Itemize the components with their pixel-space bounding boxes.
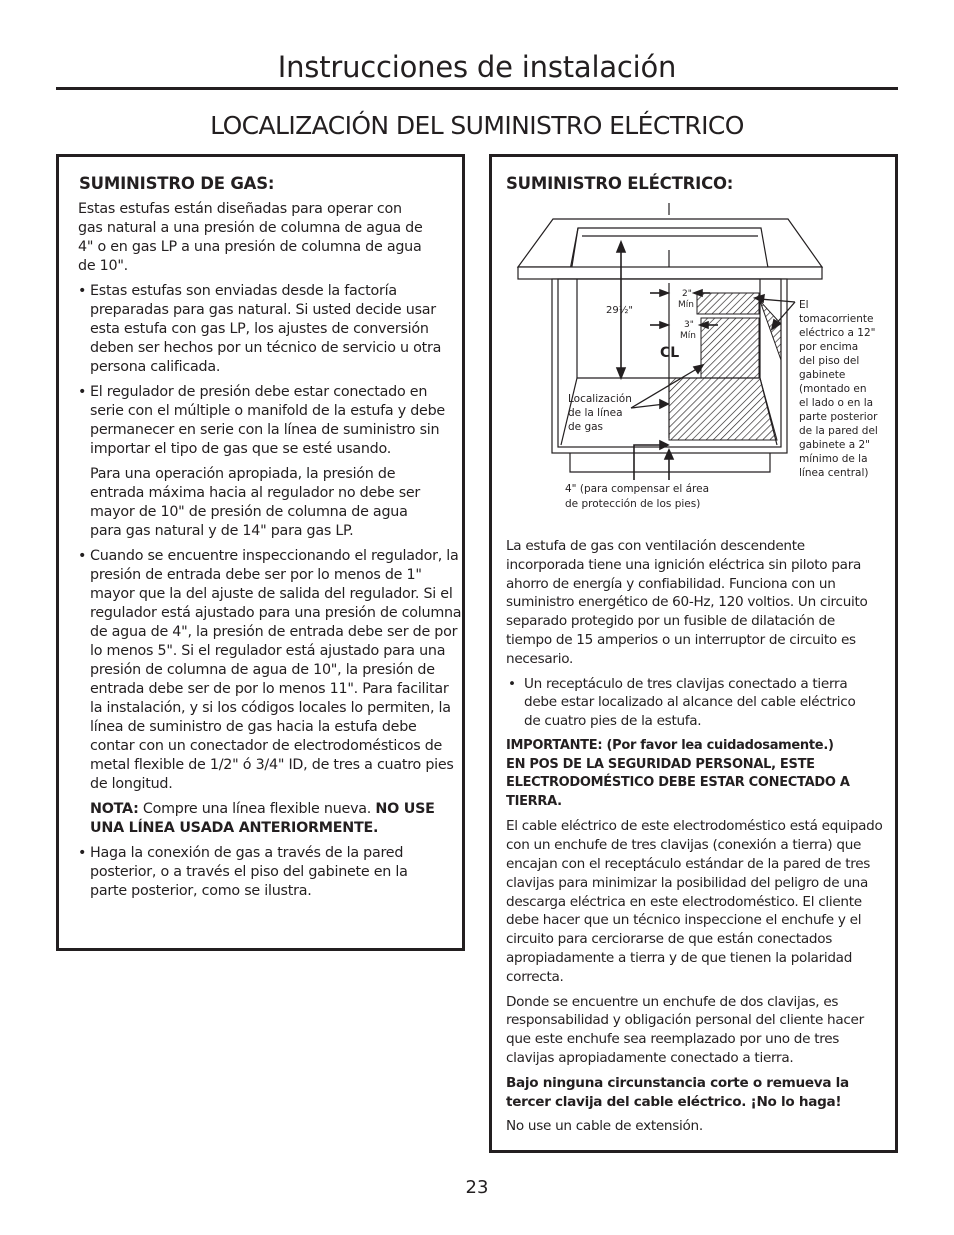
page-title: Instrucciones de instalación	[277, 50, 677, 84]
title-rule	[56, 87, 898, 90]
gas-pressure-note: Para una operación apropiada, la presión de entrada máxima hacia al regulador no debe ser mayor de 10" de presión de columna de agua para gas natural y de 14" para gas LP.	[90, 466, 421, 539]
nota-warning: NO USE UNA LÍNEA USADA ANTERIORMENTE.	[90, 801, 435, 836]
min-2-label: Mín	[678, 300, 694, 310]
svg-text:del piso del: del piso del	[799, 355, 860, 367]
outlet-label	[799, 299, 878, 479]
svg-text:mínimo de la: mínimo de la	[799, 453, 868, 465]
gas-supply-heading: SUMINISTRO DE GAS:	[79, 174, 275, 193]
extension-notice: No use un cable de extensión.	[506, 1118, 703, 1135]
electric-supply-heading: SUMINISTRO ELÉCTRICO:	[506, 174, 734, 193]
bullet-icon: •	[78, 283, 87, 299]
min-2-value: 2"	[682, 289, 692, 299]
nota-label: NOTA:	[90, 801, 139, 817]
svg-text:4" (para compensar el área: 4" (para compensar el área	[565, 483, 710, 495]
important-notice: IMPORTANTE: (Por favor lea cuidadosamente.) EN POS DE LA SEGURIDAD PERSONAL, ESTE ELECTRODOMÉSTICO DEBE ESTAR CONECTADO A TIERRA.	[506, 737, 850, 809]
gas-bullet-4: • Haga la conexión de gas a través de la pared posterior, o a través el piso del gabinete en la parte posterior, como se ilustra.	[78, 845, 408, 899]
svg-text:de la pared del: de la pared del	[799, 425, 878, 437]
svg-text:de la línea: de la línea	[568, 407, 623, 419]
svg-text:el lado o en la: el lado o en la	[799, 397, 874, 409]
page-number: 23	[465, 1177, 489, 1198]
gas-supply-content	[78, 200, 464, 907]
svg-text:Localización: Localización	[568, 393, 632, 405]
gas-bullet-3: • Cuando se encuentre inspeccionando el regulador, la presión de entrada debe ser por lo menos de 1" mayor que la del ajuste de salida del regulador. Si el regulador está ajustado para una presión de columna de agua de 4", la presión de entrada debe ser de por lo menos 5". Si el regulador está ajustado para una presión de columna de agua de 10", la presión de entrada debe ser de por lo menos 11". Para facilitar la instalación, y si los códigos locales lo permiten, la línea de suministro de gas hacia la estufa debe contar con un conectador de electrodomésticos de metal flexible de 1/2" ó 3/4" ID, de tres a cuatro pies de longitud.	[78, 548, 462, 792]
electric-supply-content	[506, 537, 884, 1142]
gas-bullet-2: • El regulador de presión debe estar conectado en serie con el múltiple o manifold de la estufa y debe permanecer en serie con la línea de suministro sin importar el tipo de gas que se esté usando.	[78, 384, 445, 457]
svg-text:(montado en: (montado en	[799, 383, 867, 395]
min-3-label: Mín	[680, 331, 696, 341]
svg-text:eléctrico a 12": eléctrico a 12"	[799, 327, 876, 339]
bullet-icon: •	[508, 675, 516, 692]
svg-text:El: El	[799, 299, 809, 311]
warning-notice: Bajo ninguna circunstancia corte o remueva la tercer clavija del cable eléctrico. ¡No lo haga!	[506, 1074, 849, 1110]
section-title: LOCALIZACIÓN DEL SUMINISTRO ELÉCTRICO	[210, 111, 744, 140]
svg-text:tomacorriente: tomacorriente	[799, 313, 874, 325]
svg-text:gabinete: gabinete	[799, 369, 846, 381]
nota-text: Compre una línea flexible nueva.	[138, 801, 376, 817]
bullet-icon: •	[78, 845, 87, 861]
bullet-icon: •	[78, 384, 87, 400]
gas-intro: Estas estufas están diseñadas para operar con gas natural a una presión de columna de agua de 4" o en gas LP a una presión de columna de agua de 10".	[78, 201, 423, 274]
gas-nota	[78, 800, 450, 838]
svg-text:de gas: de gas	[568, 421, 604, 433]
installation-diagram	[505, 195, 890, 515]
svg-text:línea central): línea central)	[799, 467, 869, 479]
gas-bullet-1: • Estas estufas son enviadas desde la factoría preparadas para gas natural. Si usted decide usar esta estufa con gas LP, los ajustes de conversión deben ser hechos por un técnico de servicio u otra persona calificada.	[78, 283, 442, 375]
svg-text:parte posterior: parte posterior	[799, 411, 878, 423]
bullet-icon: •	[78, 548, 87, 564]
min-3-value: 3"	[684, 320, 694, 330]
cable-paragraph: El cable eléctrico de este electrodoméstico está equipado con un enchufe de tres clavijas (conexión a tierra) que encajan con el receptáculo estándar de la pared de tres clavijas para minimizar la posibilidad del peligro de una descarga eléctrica en este electrodoméstico. El cliente debe hacer que un técnico inspeccione el enchufe y el circuito para cerciorarse de que están conectados apropiadamente a tierra y de que tienen la polaridad correcta.	[506, 818, 883, 985]
height-29-5-label: 29½"	[606, 305, 634, 316]
toe-kick-label	[565, 483, 709, 510]
electric-intro: La estufa de gas con ventilación descendente incorporada tiene una ignición eléctrica sin piloto para ahorro de energía y confiabilidad. Funciona con un suministro energético de 60-Hz, 120 voltios. Un circuito separado protegido por un fusible de dilatación de tiempo de 15 amperios o un interruptor de circuito es necesario.	[506, 538, 868, 667]
svg-text:por encima: por encima	[799, 341, 859, 353]
svg-text:gabinete a 2": gabinete a 2"	[799, 439, 870, 451]
centerline-label: CL	[660, 345, 680, 361]
svg-text:de protección de los pies): de protección de los pies)	[565, 498, 701, 510]
electric-bullet: • Un receptáculo de tres clavijas conectado a tierra debe estar localizado al alcance del cable eléctrico de cuatro pies de la estufa.	[508, 675, 856, 730]
two-prong-paragraph: Donde se encuentre un enchufe de dos clavijas, es responsabilidad y obligación personal del cliente hacer que este enchufe sea reemplazado por uno de tres clavijas apropiadamente conectado a tierra.	[506, 993, 864, 1066]
